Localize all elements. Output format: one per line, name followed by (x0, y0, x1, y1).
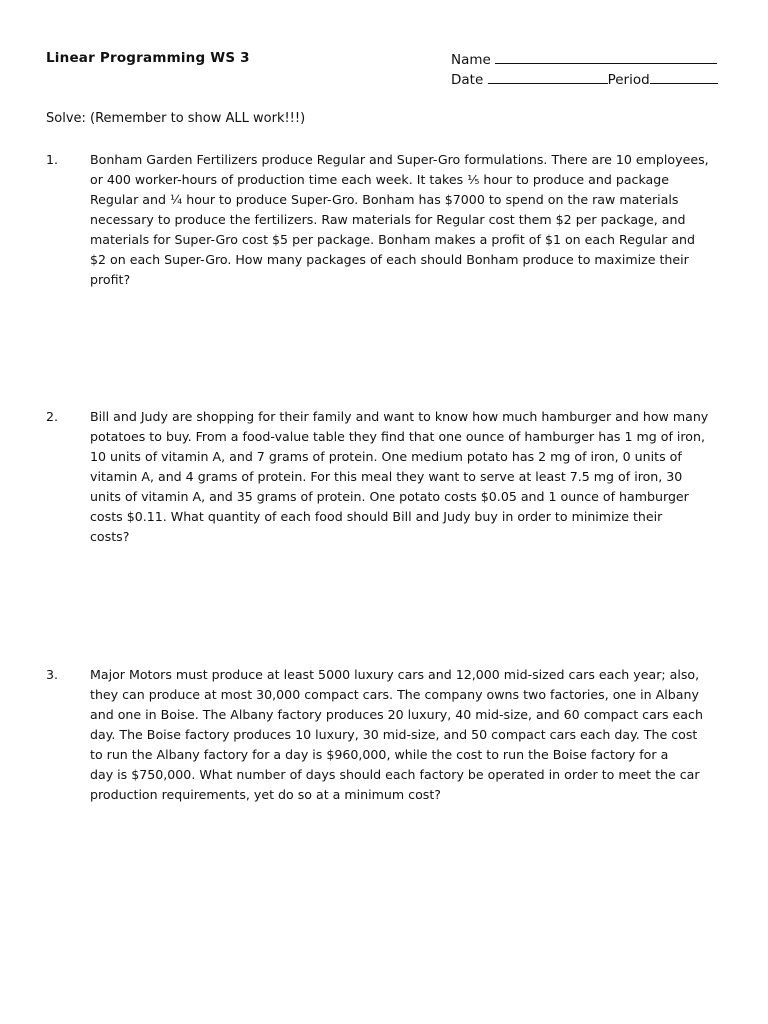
problem-line: materials for Super-Gro cost $5 per package. Bonham makes a profit of $1 on each Regular and (90, 232, 696, 247)
problem-line: potatoes to buy. From a food-value table they find that one ounce of hamburger has 1 mg of iron, (90, 429, 706, 444)
problem-line: they can produce at most 30,000 compact cars. The company owns two factories, one in Albany (90, 687, 699, 702)
problem-line: to run the Albany factory for a day is $960,000, while the cost to run the Boise factory for a (90, 747, 669, 762)
date-blank (488, 70, 608, 84)
problem-text (90, 150, 730, 290)
worksheet-title: Linear Programming WS 3 (46, 50, 250, 66)
problem-line: production requirements, yet do so at a minimum cost? (90, 787, 441, 802)
problem-line: Bill and Judy are shopping for their family and want to know how much hamburger and how many (90, 409, 709, 424)
problem-line: Regular and ¼ hour to produce Super-Gro. Bonham has $7000 to spend on the raw materials (90, 192, 679, 207)
problem-line: costs? (90, 529, 130, 544)
problem-number: 1. (46, 152, 59, 167)
problem-line: and one in Boise. The Albany factory produces 20 luxury, 40 mid-size, and 60 compact cars each (90, 707, 703, 722)
period-blank (650, 70, 718, 84)
name-field (451, 50, 717, 68)
problem-line: day is $750,000. What number of days should each factory be operated in order to meet the car (90, 767, 700, 782)
problem-number: 3. (46, 667, 59, 682)
problem-number: 2. (46, 409, 59, 424)
problem-line: Major Motors must produce at least 5000 luxury cars and 12,000 mid-sized cars each year; also, (90, 667, 700, 682)
problem-line: Bonham Garden Fertilizers produce Regular and Super-Gro formulations. There are 10 employees, (90, 152, 709, 167)
problem-line: day. The Boise factory produces 10 luxury, 30 mid-size, and 50 compact cars each day. The cost (90, 727, 698, 742)
date-period-field (451, 70, 718, 88)
problem-line: profit? (90, 272, 131, 287)
problem-line: necessary to produce the fertilizers. Raw materials for Regular cost them $2 per package, and (90, 212, 686, 227)
problem-text (90, 407, 730, 547)
name-blank (495, 50, 717, 64)
problem-line: $2 on each Super-Gro. How many packages of each should Bonham produce to maximize their (90, 252, 689, 267)
problem-line: 10 units of vitamin A, and 7 grams of protein. One medium potato has 2 mg of iron, 0 units of (90, 449, 682, 464)
period-label: Period (607, 72, 650, 88)
problem-text (90, 665, 730, 805)
problem-line: costs $0.11. What quantity of each food should Bill and Judy buy in order to minimize their (90, 509, 663, 524)
name-label: Name (451, 52, 491, 68)
instructions: Solve: (Remember to show ALL work!!!) (46, 111, 306, 126)
date-label: Date (451, 72, 484, 88)
problem-line: or 400 worker-hours of production time each week. It takes ¹⁄₅ hour to produce and package (90, 172, 670, 187)
problem-line: vitamin A, and 4 grams of protein. For this meal they want to serve at least 7.5 mg of iron, 30 (90, 469, 683, 484)
problem-line: units of vitamin A, and 35 grams of protein. One potato costs $0.05 and 1 ounce of hamburger (90, 489, 689, 504)
